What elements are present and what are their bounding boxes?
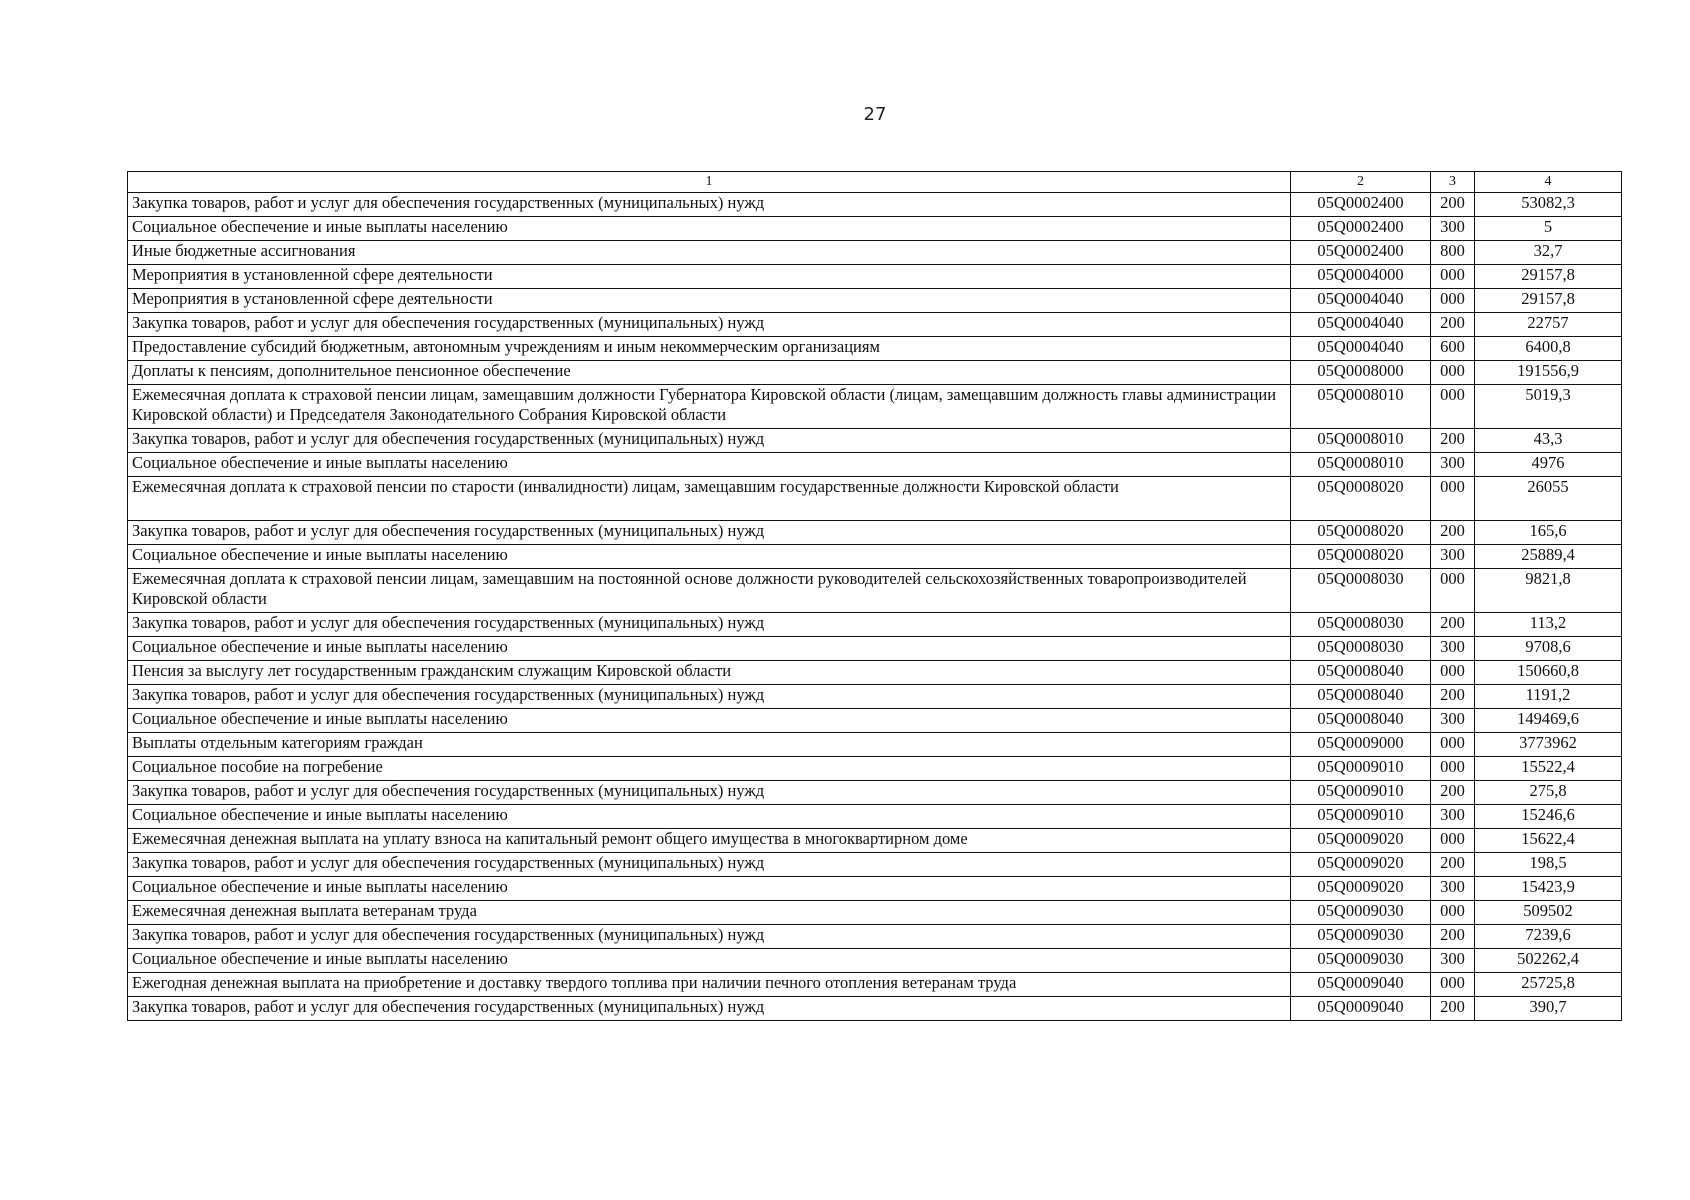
table-row (128, 193, 1622, 217)
row-sum: 5019,3 (1475, 385, 1622, 429)
header-row (128, 172, 1622, 193)
row-name: Социальное обеспечение и иные выплаты населению (128, 805, 1291, 829)
row-name: Социальное обеспечение и иные выплаты населению (128, 949, 1291, 973)
row-name: Ежемесячная доплата к страховой пенсии по старости (инвалидности) лицам, замещавшим государственные должности Кировской области (128, 477, 1291, 521)
row-code: 05Q0008020 (1291, 477, 1431, 521)
row-code: 05Q0009010 (1291, 781, 1431, 805)
row-name: Закупка товаров, работ и услуг для обеспечения государственных (муниципальных) нужд (128, 313, 1291, 337)
row-type: 200 (1431, 925, 1475, 949)
row-name: Выплаты отдельным категориям граждан (128, 733, 1291, 757)
row-name: Социальное обеспечение и иные выплаты населению (128, 453, 1291, 477)
row-code: 05Q0008040 (1291, 685, 1431, 709)
row-name: Социальное обеспечение и иные выплаты населению (128, 217, 1291, 241)
row-code: 05Q0008030 (1291, 613, 1431, 637)
row-name: Социальное обеспечение и иные выплаты населению (128, 637, 1291, 661)
row-type: 300 (1431, 453, 1475, 477)
row-name: Социальное обеспечение и иные выплаты населению (128, 877, 1291, 901)
table-row (128, 453, 1622, 477)
row-code: 05Q0009020 (1291, 877, 1431, 901)
row-code: 05Q0004040 (1291, 313, 1431, 337)
table-row (128, 385, 1622, 429)
page-number: 27 (863, 104, 887, 125)
row-code: 05Q0009030 (1291, 925, 1431, 949)
row-code: 05Q0009020 (1291, 829, 1431, 853)
row-type: 300 (1431, 877, 1475, 901)
table-row (128, 709, 1622, 733)
budget-table (127, 171, 1622, 1021)
row-code: 05Q0009040 (1291, 973, 1431, 997)
row-sum: 150660,8 (1475, 661, 1622, 685)
row-sum: 9708,6 (1475, 637, 1622, 661)
row-type: 000 (1431, 361, 1475, 385)
row-name: Иные бюджетные ассигнования (128, 241, 1291, 265)
row-code: 05Q0008010 (1291, 429, 1431, 453)
row-sum: 3773962 (1475, 733, 1622, 757)
table-row (128, 217, 1622, 241)
table-row (128, 877, 1622, 901)
row-type: 000 (1431, 265, 1475, 289)
table-row (128, 997, 1622, 1021)
row-sum: 29157,8 (1475, 289, 1622, 313)
row-type: 300 (1431, 217, 1475, 241)
row-type: 600 (1431, 337, 1475, 361)
row-code: 05Q0008030 (1291, 637, 1431, 661)
row-type: 200 (1431, 613, 1475, 637)
row-name: Ежемесячная денежная выплата на уплату взноса на капитальный ремонт общего имущества в многоквартирном доме (128, 829, 1291, 853)
table-row (128, 613, 1622, 637)
row-name: Закупка товаров, работ и услуг для обеспечения государственных (муниципальных) нужд (128, 193, 1291, 217)
table-row (128, 829, 1622, 853)
row-sum: 15522,4 (1475, 757, 1622, 781)
row-type: 000 (1431, 757, 1475, 781)
row-type: 000 (1431, 901, 1475, 925)
row-sum: 113,2 (1475, 613, 1622, 637)
row-code: 05Q0008020 (1291, 545, 1431, 569)
row-name: Социальное пособие на погребение (128, 757, 1291, 781)
row-type: 000 (1431, 385, 1475, 429)
table-row (128, 361, 1622, 385)
row-type: 200 (1431, 313, 1475, 337)
row-sum: 29157,8 (1475, 265, 1622, 289)
row-name: Мероприятия в установленной сфере деятельности (128, 265, 1291, 289)
row-name: Закупка товаров, работ и услуг для обеспечения государственных (муниципальных) нужд (128, 429, 1291, 453)
table-row (128, 477, 1622, 521)
row-name: Закупка товаров, работ и услуг для обеспечения государственных (муниципальных) нужд (128, 521, 1291, 545)
table-row (128, 853, 1622, 877)
row-type: 200 (1431, 781, 1475, 805)
row-sum: 22757 (1475, 313, 1622, 337)
row-name: Ежемесячная доплата к страховой пенсии лицам, замещавшим на постоянной основе должности руководителей сельскохозяйственных товаропроизводителей Кировской области (128, 569, 1291, 613)
table-row (128, 949, 1622, 973)
row-name: Социальное обеспечение и иные выплаты населению (128, 709, 1291, 733)
row-name: Ежемесячная доплата к страховой пенсии лицам, замещавшим должности Губернатора Кировской области (лицам, замещавшим должность главы администрации Кировской области) и Председателя Законодательного Собрания Кировской области (128, 385, 1291, 429)
row-name: Закупка товаров, работ и услуг для обеспечения государственных (муниципальных) нужд (128, 781, 1291, 805)
row-sum: 502262,4 (1475, 949, 1622, 973)
table-row (128, 973, 1622, 997)
row-sum: 6400,8 (1475, 337, 1622, 361)
row-code: 05Q0009000 (1291, 733, 1431, 757)
row-sum: 165,6 (1475, 521, 1622, 545)
header-col-2: 2 (1291, 172, 1431, 193)
row-name: Ежемесячная денежная выплата ветеранам труда (128, 901, 1291, 925)
row-code: 05Q0004000 (1291, 265, 1431, 289)
row-sum: 7239,6 (1475, 925, 1622, 949)
header-col-1: 1 (128, 172, 1291, 193)
row-code: 05Q0009020 (1291, 853, 1431, 877)
row-type: 000 (1431, 661, 1475, 685)
row-name: Мероприятия в установленной сфере деятельности (128, 289, 1291, 313)
row-sum: 25725,8 (1475, 973, 1622, 997)
row-code: 05Q0008010 (1291, 385, 1431, 429)
row-sum: 1191,2 (1475, 685, 1622, 709)
table-row (128, 757, 1622, 781)
row-sum: 53082,3 (1475, 193, 1622, 217)
row-sum: 275,8 (1475, 781, 1622, 805)
row-sum: 4976 (1475, 453, 1622, 477)
row-code: 05Q0002400 (1291, 241, 1431, 265)
row-name: Закупка товаров, работ и услуг для обеспечения государственных (муниципальных) нужд (128, 925, 1291, 949)
row-code: 05Q0008020 (1291, 521, 1431, 545)
header-col-4: 4 (1475, 172, 1622, 193)
row-type: 200 (1431, 853, 1475, 877)
row-name: Социальное обеспечение и иные выплаты населению (128, 545, 1291, 569)
row-code: 05Q0004040 (1291, 337, 1431, 361)
row-sum: 191556,9 (1475, 361, 1622, 385)
row-sum: 390,7 (1475, 997, 1622, 1021)
table-row (128, 569, 1622, 613)
row-code: 05Q0004040 (1291, 289, 1431, 313)
row-name: Предоставление субсидий бюджетным, автономным учреждениям и иным некоммерческим организациям (128, 337, 1291, 361)
row-type: 200 (1431, 997, 1475, 1021)
table-row (128, 781, 1622, 805)
table-row (128, 733, 1622, 757)
table-row (128, 545, 1622, 569)
row-code: 05Q0002400 (1291, 217, 1431, 241)
table-row (128, 241, 1622, 265)
row-type: 300 (1431, 637, 1475, 661)
row-code: 05Q0009010 (1291, 757, 1431, 781)
row-code: 05Q0008030 (1291, 569, 1431, 613)
row-name: Закупка товаров, работ и услуг для обеспечения государственных (муниципальных) нужд (128, 997, 1291, 1021)
row-sum: 198,5 (1475, 853, 1622, 877)
row-code: 05Q0009040 (1291, 997, 1431, 1021)
table-row (128, 313, 1622, 337)
row-name: Закупка товаров, работ и услуг для обеспечения государственных (муниципальных) нужд (128, 853, 1291, 877)
row-sum: 509502 (1475, 901, 1622, 925)
row-sum: 32,7 (1475, 241, 1622, 265)
table-row (128, 637, 1622, 661)
row-type: 000 (1431, 733, 1475, 757)
row-type: 300 (1431, 545, 1475, 569)
row-type: 300 (1431, 709, 1475, 733)
row-name: Ежегодная денежная выплата на приобретение и доставку твердого топлива при наличии печного отопления ветеранам труда (128, 973, 1291, 997)
table-row (128, 429, 1622, 453)
row-sum: 149469,6 (1475, 709, 1622, 733)
row-type: 200 (1431, 685, 1475, 709)
row-type: 000 (1431, 289, 1475, 313)
row-type: 300 (1431, 805, 1475, 829)
table-body (128, 193, 1622, 1021)
row-type: 800 (1431, 241, 1475, 265)
row-sum: 15246,6 (1475, 805, 1622, 829)
row-sum: 15423,9 (1475, 877, 1622, 901)
table-row (128, 289, 1622, 313)
row-code: 05Q0002400 (1291, 193, 1431, 217)
row-sum: 9821,8 (1475, 569, 1622, 613)
row-sum: 5 (1475, 217, 1622, 241)
row-code: 05Q0009010 (1291, 805, 1431, 829)
row-name: Доплаты к пенсиям, дополнительное пенсионное обеспечение (128, 361, 1291, 385)
table-row (128, 265, 1622, 289)
table-row (128, 685, 1622, 709)
row-sum: 26055 (1475, 477, 1622, 521)
table-row (128, 925, 1622, 949)
table-row (128, 805, 1622, 829)
table-row (128, 521, 1622, 545)
row-type: 200 (1431, 429, 1475, 453)
row-type: 000 (1431, 829, 1475, 853)
row-sum: 15622,4 (1475, 829, 1622, 853)
row-name: Пенсия за выслугу лет государственным гражданским служащим Кировской области (128, 661, 1291, 685)
row-name: Закупка товаров, работ и услуг для обеспечения государственных (муниципальных) нужд (128, 685, 1291, 709)
row-code: 05Q0008010 (1291, 453, 1431, 477)
table-row (128, 337, 1622, 361)
table-row (128, 901, 1622, 925)
row-sum: 43,3 (1475, 429, 1622, 453)
row-type: 200 (1431, 521, 1475, 545)
row-sum: 25889,4 (1475, 545, 1622, 569)
row-code: 05Q0008000 (1291, 361, 1431, 385)
row-name: Закупка товаров, работ и услуг для обеспечения государственных (муниципальных) нужд (128, 613, 1291, 637)
table-row (128, 661, 1622, 685)
header-col-3: 3 (1431, 172, 1475, 193)
row-type: 200 (1431, 193, 1475, 217)
row-code: 05Q0009030 (1291, 949, 1431, 973)
row-code: 05Q0008040 (1291, 709, 1431, 733)
row-type: 000 (1431, 477, 1475, 521)
row-type: 000 (1431, 973, 1475, 997)
row-code: 05Q0009030 (1291, 901, 1431, 925)
row-code: 05Q0008040 (1291, 661, 1431, 685)
row-type: 300 (1431, 949, 1475, 973)
row-type: 000 (1431, 569, 1475, 613)
